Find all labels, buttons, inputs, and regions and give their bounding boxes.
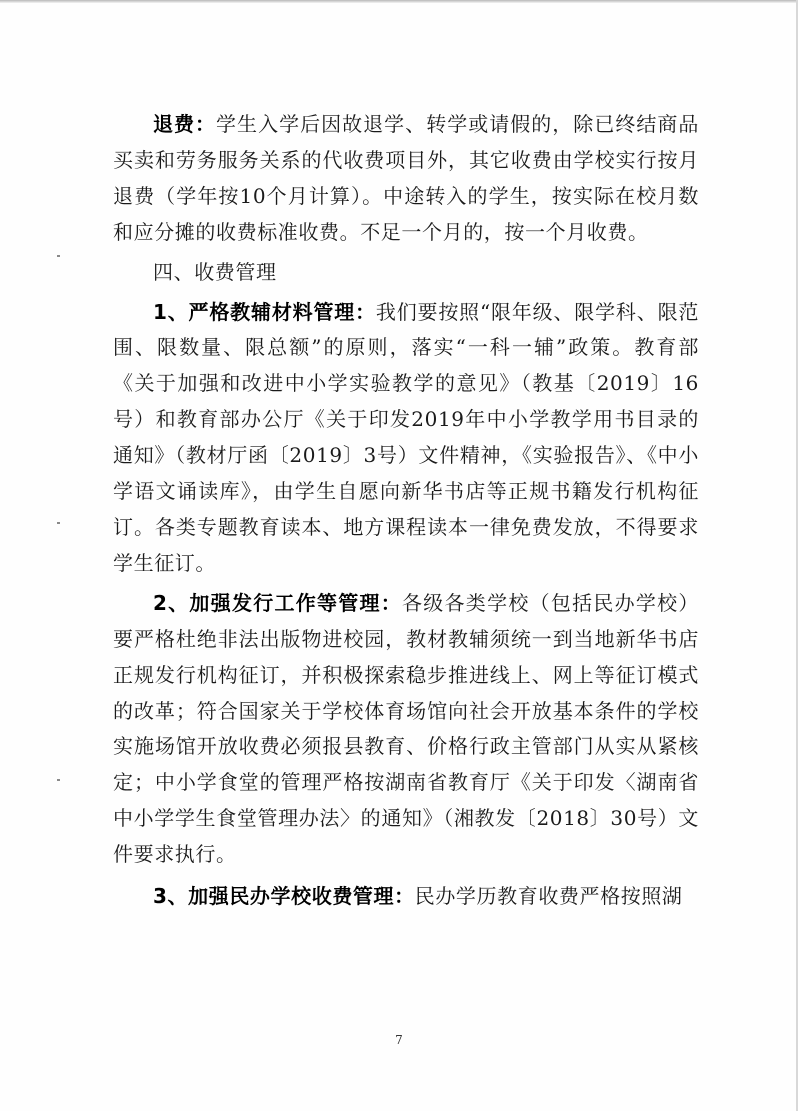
paragraph-refund	[113, 107, 699, 251]
paragraph-text: 各级各类学校（包括民办学校）要严格杜绝非法出版物进校园，教材教辅须统一到当地新华书店正规发行机构征订，并积极探索稳步推进线上、网上等征订模式的改革；符合国家关于学校体育场馆向社会开放基本条件的学校实施场馆开放收费必须报县教育、价格行政主管部门从实从紧核定；中小学食堂的管理严格按湖南省教育厅《关于印发〈湖南省中小学学生食堂管理办法〉的通知》（湘教发〔2018〕30号）文件要求执行。	[113, 590, 699, 867]
paragraph-lead: 退费：	[153, 112, 217, 136]
paragraph-lead: 1、严格教辅材料管理：	[153, 299, 376, 324]
section-heading: 四、收费管理	[153, 259, 277, 284]
paragraph-lead: 3、加强民办学校收费管理：	[153, 884, 415, 909]
paragraph-teaching-materials	[113, 295, 699, 582]
scan-mark	[57, 255, 60, 257]
paragraph-lead: 2、加强发行工作等管理：	[153, 590, 403, 615]
paragraph-text: 我们要按照“限年级、限学科、限范围、限数量、限总额”的原则，落实“一科一辅”政策。教育部《关于加强和改进中小学实验教学的意见》（教基〔2019〕16号）和教育部办公厅《关于印发2019年中小学教学用书目录的通知》（教材厅函〔2019〕3号）文件精神，《实验报告》、《中小学语文诵读库》，由学生自愿向新华书店等正规书籍发行机构征订。各类专题教育读本、地方课程读本一律免费发放，不得要求学生征订。	[113, 299, 699, 575]
paragraph-text: 民办学历教育收费严格按照湖	[414, 884, 683, 909]
paragraph-text: 学生入学后因故退学、转学或请假的，除已终结商品买卖和劳务服务关系的代收费项目外，其它收费由学校实行按月退费（学年按10个月计算）。中途转入的学生，按实际在校月数和应分摊的收费标准收费。不足一个月的，按一个月收费。	[113, 112, 699, 244]
paragraph-distribution	[113, 586, 699, 873]
scan-top-edge	[0, 0, 798, 3]
scan-mark	[57, 779, 60, 781]
scan-mark	[57, 522, 60, 524]
page-number: 7	[395, 1033, 403, 1047]
document-body	[113, 107, 699, 915]
paragraph-private-schools	[113, 879, 699, 915]
